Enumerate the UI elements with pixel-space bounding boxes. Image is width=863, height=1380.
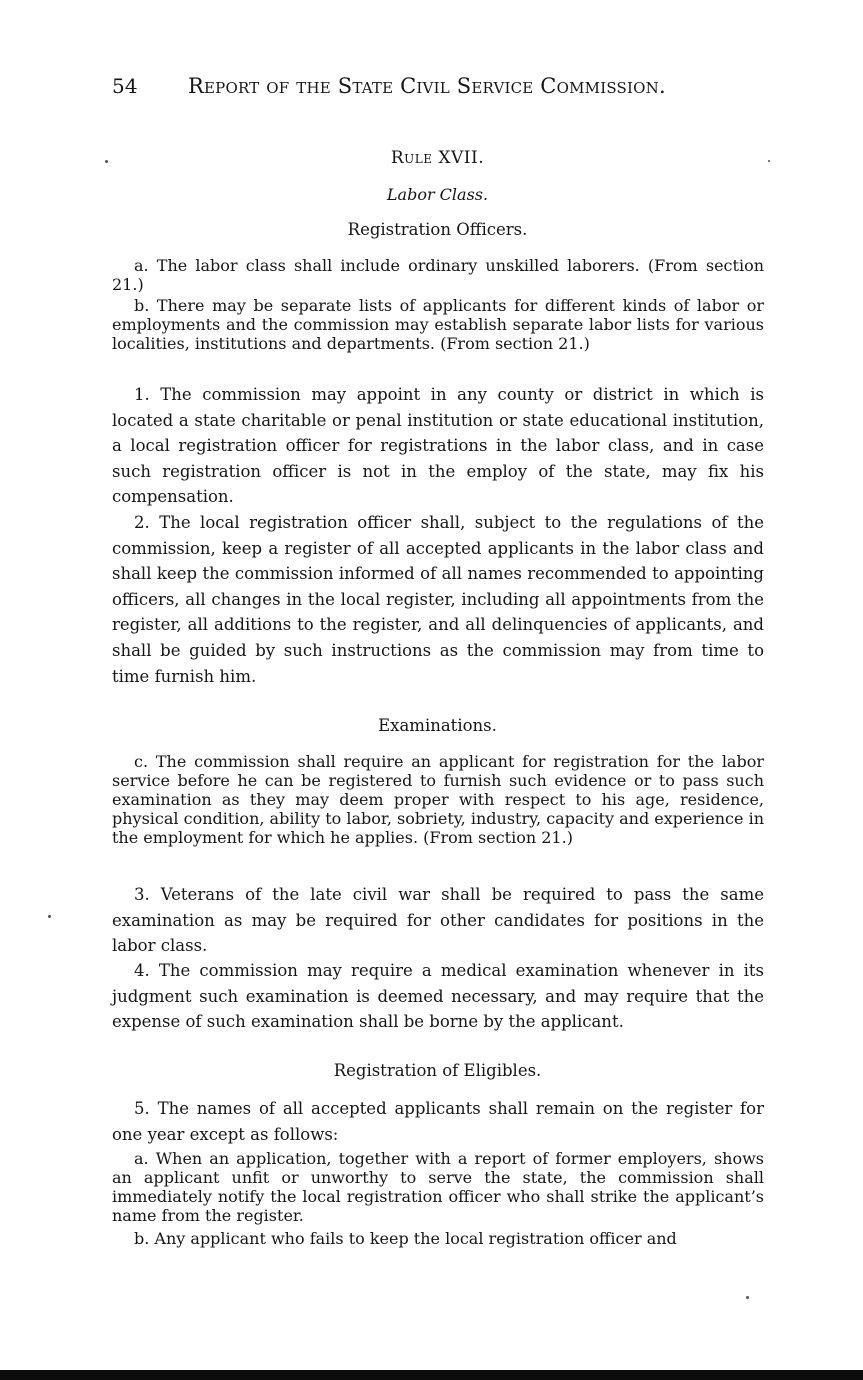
paragraph-1: 1. The commission may appoint in any county or district in which is located a state charitable or penal institution or state educational institution, a local registration officer for registrations in the labor class, and in case such registration officer is not in the employ of the state, may fix his compensation. bbox=[112, 385, 764, 507]
section-heading-registration-officers: Registration Officers. bbox=[347, 220, 528, 239]
paragraph-5b: b. Any applicant who fails to keep the local registration officer and bbox=[134, 1229, 677, 1248]
page-number: 54 bbox=[112, 74, 138, 98]
section-heading-examinations: Examinations. bbox=[378, 716, 497, 735]
scan-bottom-edge bbox=[0, 1370, 863, 1380]
paragraph-b: b. There may be separate lists of applicants for different kinds of labor or employments and the commission may establish separate labor lists for various localities, institutions and departments. (From section 21.) bbox=[112, 296, 764, 353]
paragraph-5a: a. When an application, together with a report of former employers, shows an applicant unfit or unworthy to serve the state, the commission shall immediately notify the local registration officer who shall strike the applicant’s name from the register. bbox=[112, 1149, 764, 1225]
scan-speck bbox=[105, 160, 108, 163]
paragraph-4: 4. The commission may require a medical examination whenever in its judgment such examination is deemed necessary, and may require that the expense of such examination shall be borne by the applicant. bbox=[112, 961, 764, 1032]
section-heading-registration-of-eligibles: Registration of Eligibles. bbox=[333, 1061, 542, 1080]
running-head: Report of the State Civil Service Commission. bbox=[188, 74, 666, 98]
scan-speck bbox=[746, 1296, 749, 1299]
page-header bbox=[112, 74, 712, 104]
class-title: Labor Class. bbox=[386, 185, 489, 204]
scan-speck bbox=[48, 915, 51, 918]
paragraph-c: c. The commission shall require an applicant for registration for the labor service before he can be registered to furnish such evidence or to pass such examination as they may deem proper with respect to his age, residence, physical condition, ability to labor, sobriety, industry, capacity and experience in the employment for which he applies. (From section 21.) bbox=[112, 752, 764, 847]
rule-title: Rule XVII. bbox=[390, 148, 485, 168]
paragraph-a: a. The labor class shall include ordinary unskilled laborers. (From section 21.) bbox=[112, 256, 764, 294]
scan-speck bbox=[768, 160, 770, 162]
paragraph-2: 2. The local registration officer shall, subject to the regulations of the commission, keep a register of all accepted applicants in the labor class and shall keep the commission informed of all names recommended to appointing officers, all changes in the local register, including all appointments from the register, all additions to the register, and all delinquencies of applicants, and shall be guided by such instructions as the commission may from time to time furnish him. bbox=[112, 513, 764, 686]
paragraph-5: 5. The names of all accepted applicants shall remain on the register for one year except as follows: bbox=[112, 1099, 764, 1144]
paragraph-3: 3. Veterans of the late civil war shall be required to pass the same examination as may be required for other candidates for positions in the labor class. bbox=[112, 885, 764, 956]
